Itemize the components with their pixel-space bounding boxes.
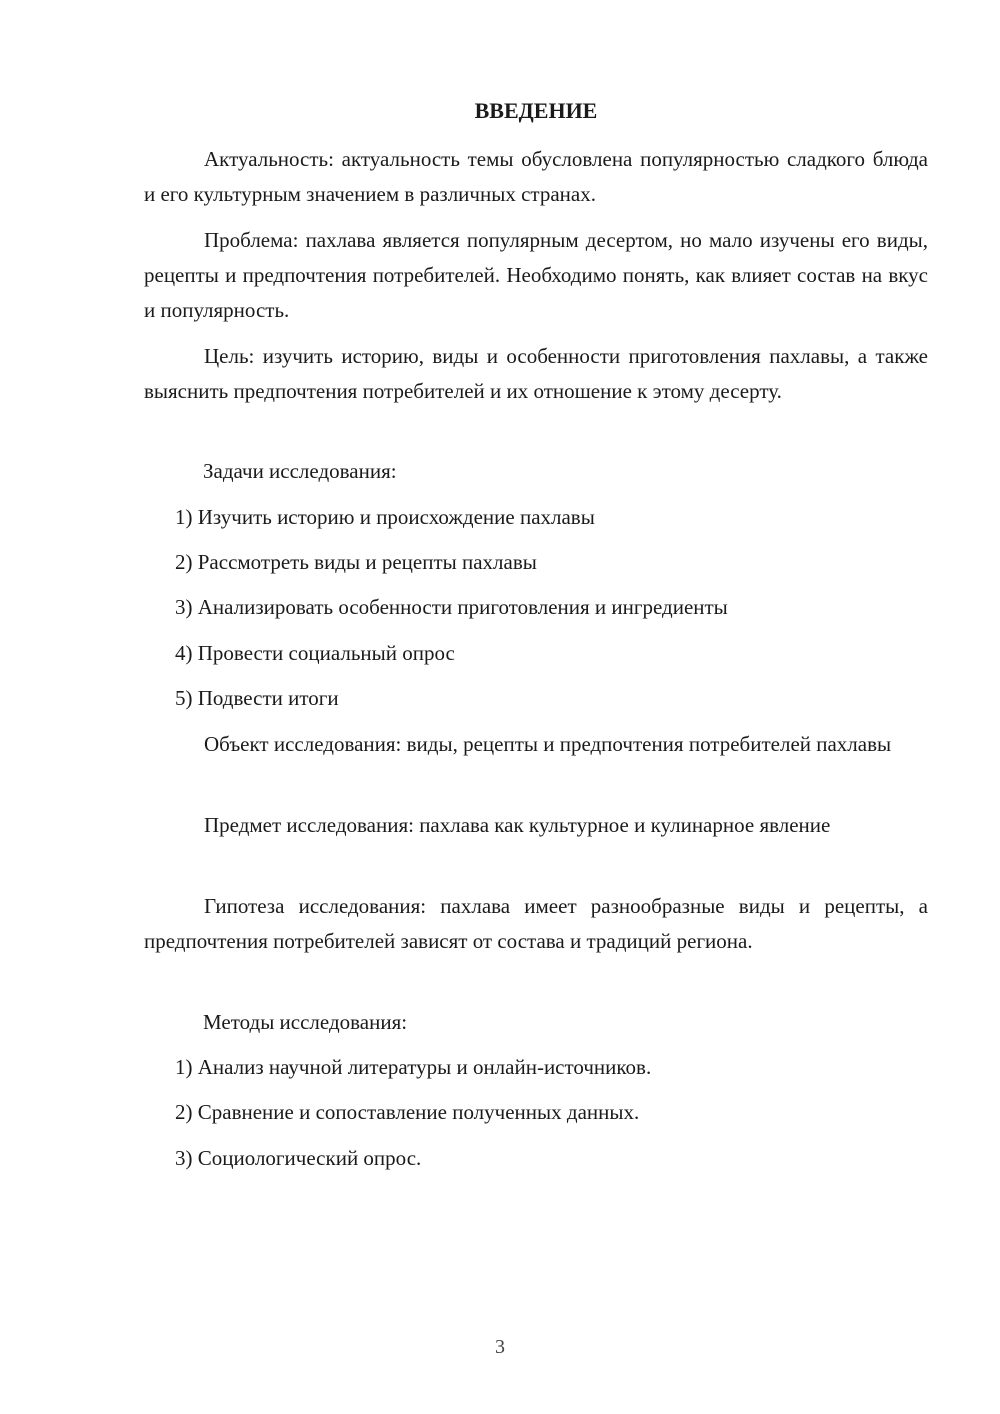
- problem-paragraph: Проблема: пахлава является популярным десертом, но мало изучены его виды, рецепты и предпочтения потребителей. Необходимо понять, как влияет состав на вкус и популярность.: [144, 228, 928, 322]
- task-item: 4) Провести социальный опрос: [175, 641, 455, 665]
- task-item: 5) Подвести итоги: [175, 686, 339, 710]
- methods-label: Методы исследования:: [203, 1010, 408, 1034]
- relevance-paragraph: Актуальность: актуальность темы обусловлена популярностью сладкого блюда и его культурным значением в различных странах.: [144, 147, 928, 206]
- method-item: 3) Социологический опрос.: [175, 1146, 422, 1170]
- object-paragraph: Объект исследования: виды, рецепты и предпочтения потребителей пахлавы: [204, 732, 892, 756]
- task-item: 3) Анализировать особенности приготовления и ингредиенты: [175, 595, 728, 619]
- subject-paragraph: Предмет исследования: пахлава как культурное и кулинарное явление: [204, 813, 831, 837]
- section-heading: ВВЕДЕНИЕ: [474, 98, 598, 123]
- goal-paragraph: Цель: изучить историю, виды и особенности приготовления пахлавы, а также выяснить предпочтения потребителей и их отношение к этому десерту.: [144, 344, 928, 403]
- page-number: 3: [495, 1336, 505, 1358]
- method-item: 2) Сравнение и сопоставление полученных данных.: [175, 1100, 640, 1124]
- task-item: 1) Изучить историю и происхождение пахлавы: [175, 505, 595, 529]
- method-item: 1) Анализ научной литературы и онлайн-источников.: [175, 1055, 652, 1079]
- hypothesis-paragraph: Гипотеза исследования: пахлава имеет разнообразные виды и рецепты, а предпочтения потребителей зависят от состава и традиций региона.: [144, 894, 928, 953]
- task-item: 2) Рассмотреть виды и рецепты пахлавы: [175, 550, 537, 574]
- tasks-label: Задачи исследования:: [203, 459, 397, 483]
